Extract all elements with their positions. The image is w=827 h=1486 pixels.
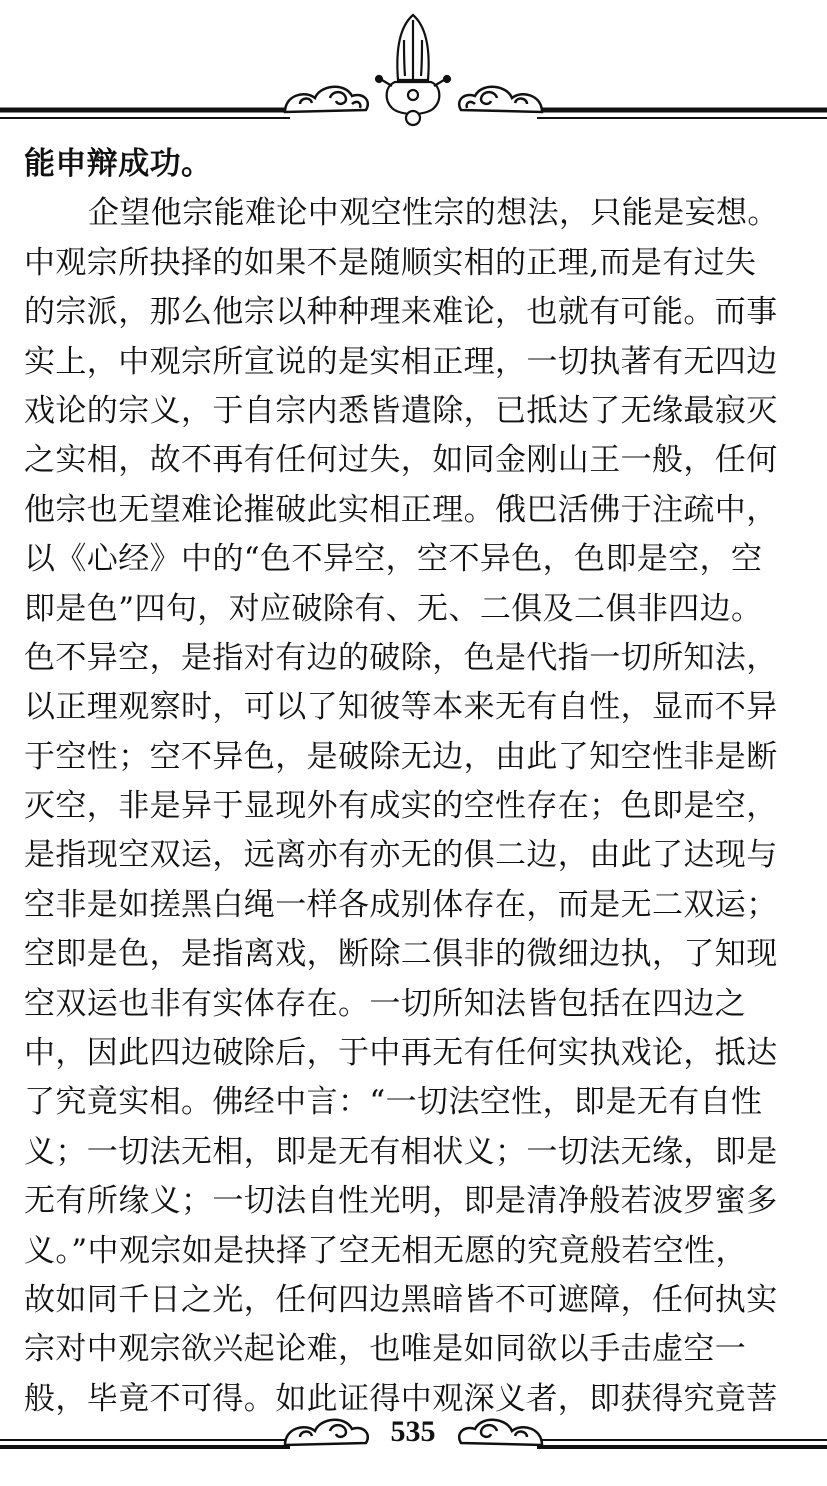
text-line: 中观宗所抉择的如果不是随顺实相的正理,而是有过失: [24, 244, 757, 281]
cloud-scroll-icon: [459, 87, 542, 112]
text-line: 中，因此四边破除后，于中再无有任何实执戏论，抵达: [24, 1035, 778, 1072]
text-line: 了究竟实相。佛经中言：“一切法空性，即是无有自性: [24, 1084, 763, 1121]
text-line: 能申辩成功。: [24, 146, 213, 182]
cloud-scroll-icon: [459, 1420, 542, 1445]
text-line: 故如同千日之光，任何四边黑暗皆不可遮障，任何执实: [24, 1281, 778, 1318]
text-line: 宗对中观宗欲兴起论难，也唯是如同欲以手击虚空一: [24, 1331, 747, 1368]
text-line: 色不异空，是指对有边的破除，色是代指一切所知法，: [24, 639, 778, 676]
text-line: 企望他宗能难论中观空性宗的想法，只能是妄想。: [88, 195, 779, 232]
text-line: 义；一切法无相，即是无有相状义；一切法无缘，即是: [24, 1133, 778, 1170]
text-line: 般，毕竟不可得。如此证得中观深义者，即获得究竟菩: [24, 1380, 778, 1417]
header-ornament: [0, 0, 827, 135]
text-line: 于空性；空不异色，是破除无边，由此了知空性非是断: [24, 738, 778, 775]
text-line: 的宗派，那么他宗以种种理来难论，也就有可能。而事: [24, 294, 778, 331]
text-line: 即是色”四句，对应破除有、无、二俱及二俱非四边。: [24, 590, 763, 627]
text-line: 之实相，故不再有任何过失，如同金刚山王一般，任何: [24, 442, 778, 479]
text-line: 实上，中观宗所宣说的是实相正理，一切执著有无四边: [24, 343, 778, 380]
page-number: 535: [390, 1415, 436, 1448]
text-line: 以《心经》中的“色不异空，空不异色，色即是空，空: [24, 541, 763, 578]
cloud-scroll-icon: [285, 87, 368, 112]
text-line: 空非是如搓黑白绳一样各成别体存在，而是无二双运；: [24, 886, 778, 923]
text-line: 他宗也无望难论摧破此实相正理。俄巴活佛于注疏中，: [24, 491, 778, 528]
text-line: 无有所缘义；一切法自性光明，即是清净般若波罗蜜多: [24, 1183, 778, 1220]
text-line: 空即是色，是指离戏，断除二俱非的微细边执，了知现: [24, 936, 778, 973]
praying-hands-icon: [376, 15, 450, 125]
text-line: 以正理观察时，可以了知彼等本来无有自性，显而不异: [24, 689, 778, 726]
text-line: 空双运也非有实体存在。一切所知法皆包括在四边之: [24, 985, 747, 1022]
text-line: 灭空，非是异于显现外有成实的空性存在；色即是空，: [24, 788, 778, 825]
text-line: 是指现空双运，远离亦有亦无的俱二边，由此了达现与: [24, 837, 778, 874]
text-line: 义。”中观宗如是抉择了空无相无愿的究竟般若空性，: [24, 1232, 747, 1269]
text-line: 戏论的宗义，于自宗内悉皆遣除，已抵达了无缘最寂灭: [24, 392, 778, 429]
cloud-scroll-icon: [285, 1420, 368, 1445]
body-text: [24, 140, 808, 1424]
